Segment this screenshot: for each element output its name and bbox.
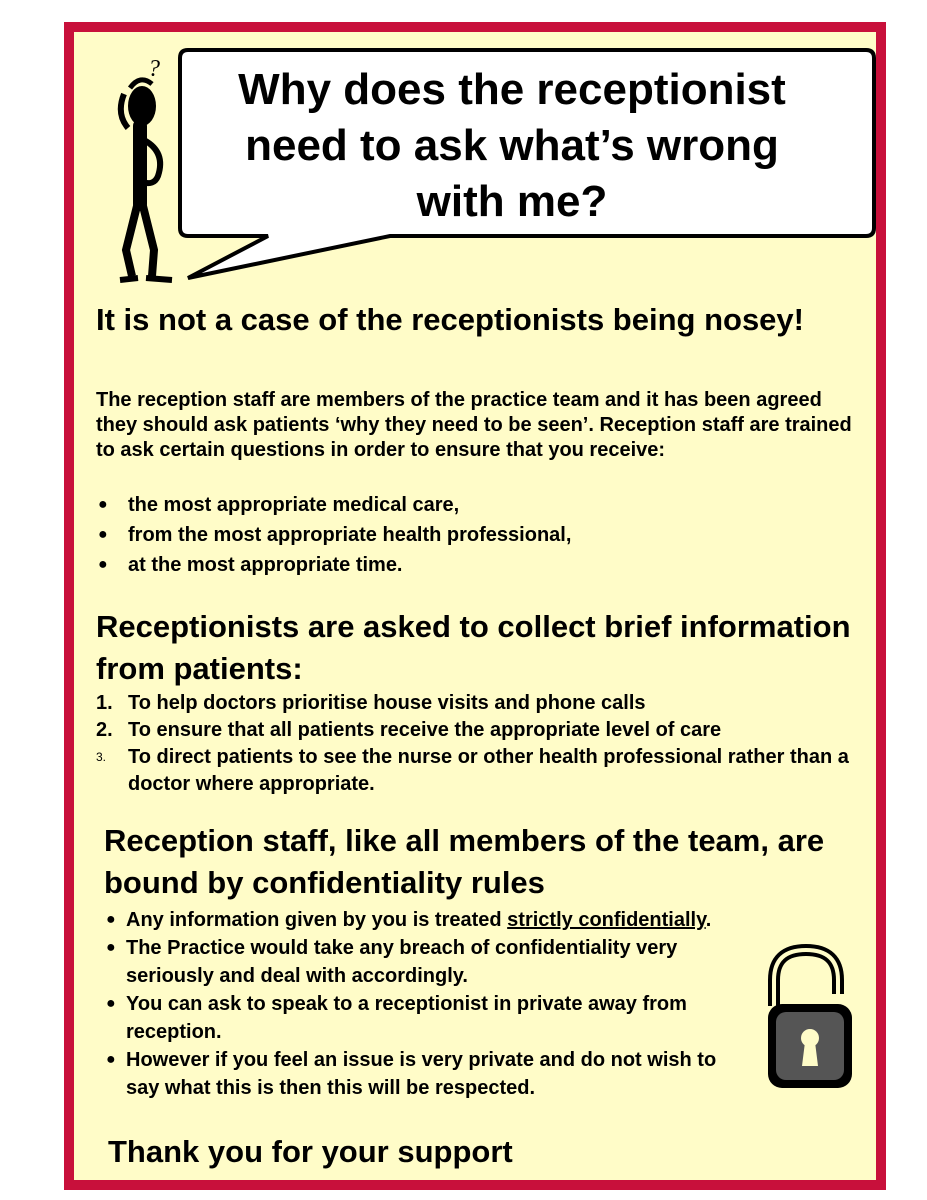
bullet-icon: ●: [98, 526, 108, 543]
confidentiality-bullet-list: [104, 906, 864, 1102]
list-item: ● at the most appropriate time.: [96, 550, 856, 580]
list-item: 2. To ensure that all patients receive the appropriate level of care: [96, 719, 722, 741]
reasons-numbered-list: [96, 690, 866, 798]
bullet-icon: ●: [98, 556, 108, 573]
section-heading-brief-information: Receptionists are asked to collect brief information from patients:: [96, 609, 851, 686]
section-heading-confidentiality: Reception staff, like all members of the team, are bound by confidentiality rules: [104, 823, 825, 900]
poster: [64, 22, 886, 1190]
bullet-icon: ●: [106, 911, 116, 928]
list-item: 3. To direct patients to see the nurse or other health professional rather than a doctor where appropriate.: [96, 746, 849, 795]
care-bullet-list: [96, 490, 856, 580]
bullet-icon: ●: [106, 939, 116, 956]
bullet-icon: ●: [106, 1051, 116, 1068]
bullet-icon: ●: [98, 496, 108, 513]
section-heading-nosey: It is not a case of the receptionists being nosey!: [96, 302, 804, 337]
padlock-icon: [762, 942, 858, 1092]
list-item: ● The Practice would take any breach of confidentiality very seriously and deal with accordingly.: [104, 934, 746, 990]
strictly-confidentially-emphasis: strictly confidentially: [507, 909, 706, 931]
list-item: ● However if you feel an issue is very private and do not wish to say what this is then this will be respected.: [104, 1046, 746, 1102]
list-item: ● from the most appropriate health professional,: [96, 520, 856, 550]
list-item: ● the most appropriate medical care,: [96, 490, 856, 520]
question-mark: ?: [148, 56, 160, 82]
bullet-icon: ●: [106, 995, 116, 1012]
list-item: 1. To help doctors prioritise house visits and phone calls: [96, 692, 646, 714]
thank-you-footer: Thank you for your support: [108, 1134, 513, 1169]
page-title: Why does the receptionist need to ask what’s wrong with me?: [238, 65, 786, 226]
section-intro-text: The reception staff are members of the practice team and it has been agreed they should ask patients ‘why they need to be seen’. Reception staff are trained to ask certain questions in order to ensure that you receive:: [96, 389, 852, 461]
list-item: ● You can ask to speak to a receptionist in private away from reception.: [104, 990, 746, 1046]
list-item: ● Any information given by you is treated strictly confidentially.: [104, 906, 864, 934]
